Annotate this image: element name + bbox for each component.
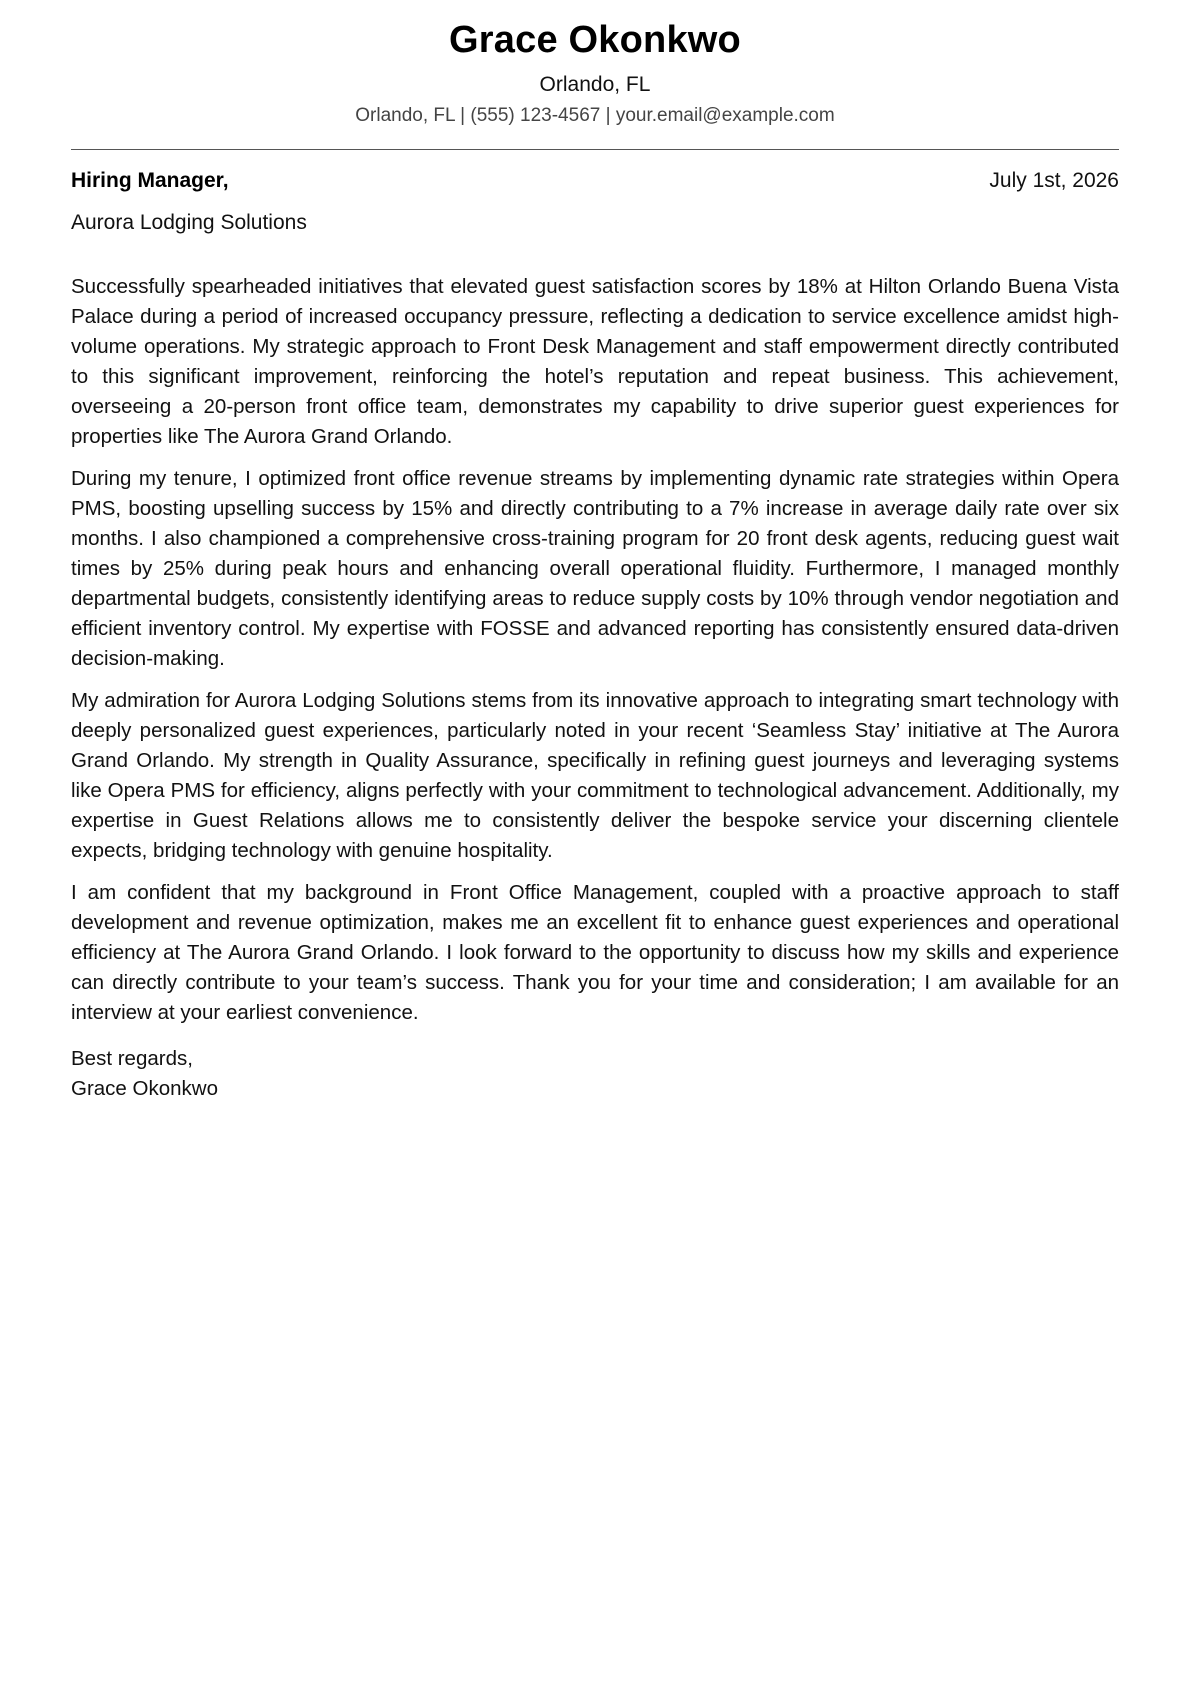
closing-phrase: Best regards, [71,1047,193,1070]
recipient-date-row [71,166,1119,196]
contact-line: Orlando, FL | (555) 123-4567 | your.email@example.com [355,105,835,126]
body-paragraph: My admiration for Aurora Lodging Solutions stems from its innovative approach to integrating smart technology with deeply personalized guest experiences, particularly noted in your recent ‘Seamless Stay’ initiative at The Aurora Grand Orlando. My strength in Quality Assurance, specifically in refining guest journeys and leveraging systems like Opera PMS for efficiency, aligns perfectly with your commitment to technological advancement. Additionally, my expertise in Guest Relations allows me to consistently deliver the bespoke service your discerning clientele expects, bridging technology with genuine hospitality. [71,689,1119,862]
body-paragraph: During my tenure, I optimized front office revenue streams by implementing dynamic rate strategies within Opera PMS, boosting upselling success by 15% and directly contributing to a 7% increase in average daily rate over six months. I also championed a comprehensive cross-training program for 20 front desk agents, reducing guest wait times by 25% during peak hours and enhancing overall operational fluidity. Furthermore, I managed monthly departmental budgets, consistently identifying areas to reduce supply costs by 10% through vendor negotiation and efficient inventory control. My expertise with FOSSE and advanced reporting has consistently ensured data-driven decision-making. [71,467,1119,670]
company-name: Aurora Lodging Solutions [71,211,307,234]
applicant-name: Grace Okonkwo [449,19,741,61]
letter-date: July 1st, 2026 [989,169,1119,192]
header-divider [71,149,1119,150]
body-paragraph: Successfully spearheaded initiatives that elevated guest satisfaction scores by 18% at Hilton Orlando Buena Vista Palace during a period of increased occupancy pressure, reflecting a dedication to service excellence amidst high-volume operations. My strategic approach to Front Desk Management and staff empowerment directly contributed to this significant improvement, reinforcing the hotel’s reputation and repeat business. This achievement, overseeing a 20-person front office team, demonstrates my capability to drive superior guest experiences for properties like The Aurora Grand Orlando. [71,275,1119,448]
letter-body [71,272,1119,1028]
signature-name: Grace Okonkwo [71,1077,218,1100]
letter-closing [71,1044,1119,1104]
applicant-location: Orlando, FL [539,73,651,96]
recipient-salutation: Hiring Manager, [71,169,229,192]
body-paragraph: I am confident that my background in Front Office Management, coupled with a proactive approach to staff development and revenue optimization, makes me an excellent fit to enhance guest experiences and operational efficiency at The Aurora Grand Orlando. I look forward to the opportunity to discuss how my skills and experience can directly contribute to your team’s success. Thank you for your time and consideration; I am available for an interview at your earliest convenience. [71,881,1119,1024]
